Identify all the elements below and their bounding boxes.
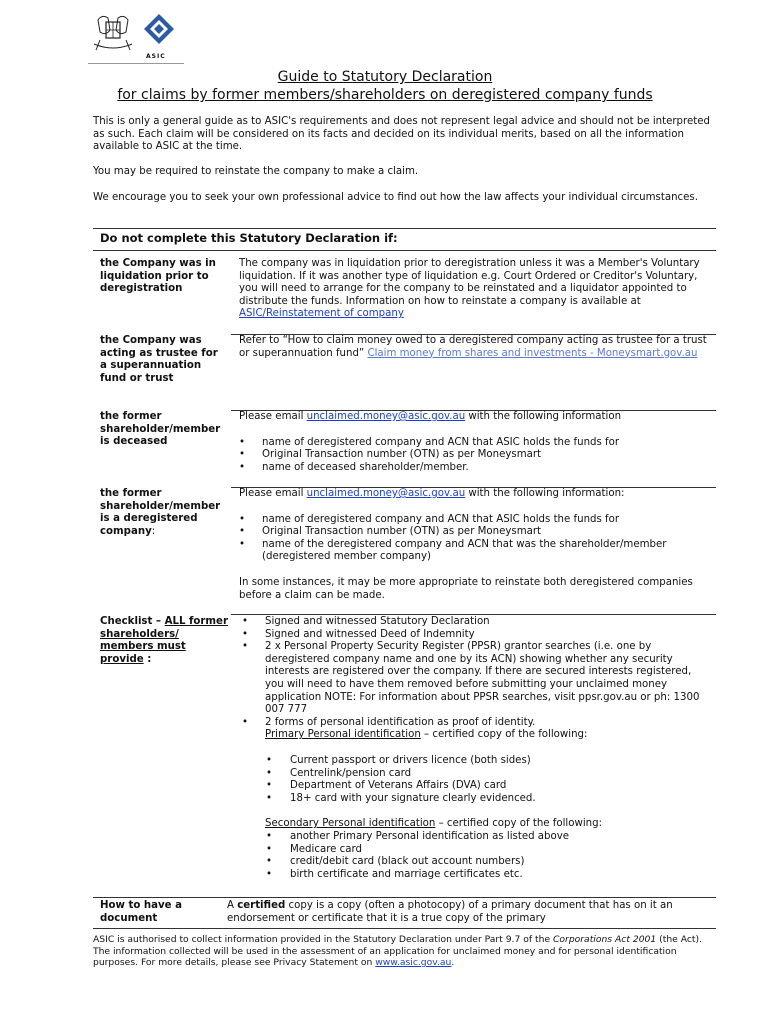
certified-text [227,900,712,925]
email-link[interactable]: unclaimed.money@asic.gov.au [306,411,466,422]
intro-paragraph-3: We encourage you to seek your own professional advice to find out how the law affects your individual circumstances. [93,192,698,203]
footer-text-b: (the Act). The information collected will be used in the assessment of an application for unclaimed money and for personal identification purposes. For more details, please see Privacy Statement on [93,934,703,968]
primary-id-suffix: – certified copy of the following: [420,729,588,741]
reinstatement-link[interactable]: ASIC/Reinstatement of company [239,308,404,320]
checklist-list [242,616,702,729]
list-item: • credit/debit card (black out account numbers) [266,856,702,869]
list-item: • 18+ card with your signature clearly evidenced. [266,793,702,806]
primary-id-heading [242,729,702,742]
checklist-bottom-rule [93,897,716,898]
secondary-id-heading [242,818,702,831]
list-item: • Signed and witnessed Deed of Indemnity [242,629,702,642]
row-text-liquidation [239,258,715,321]
checklist-label [100,616,228,666]
deceased-info-list [239,437,715,475]
row-text-trustee [239,335,715,360]
list-item: • Original Transaction number (OTN) as per Moneysmart [239,526,715,539]
moneysmart-link[interactable]: Claim money from shares and investments - Moneysmart.gov.au [367,347,698,359]
secondary-id-suffix: – certified copy of the following: [435,818,603,830]
certified-bold-word: certified [237,900,286,911]
list-item: • birth certificate and marriage certificates etc. [266,869,702,882]
list-item: • Signed and witnessed Statutory Declaration [242,616,702,629]
dereg-info-list [239,514,715,564]
list-item: • name of deregistered company and ACN that ASIC holds the funds for [239,514,715,527]
section-title: Do not complete this Statutory Declaration if: [100,231,398,245]
list-item: • Current passport or drivers licence (both sides) [266,755,702,768]
certified-label: How to have a document [100,900,182,924]
footer-act-name: Corporations Act 2001 [553,934,657,945]
email-intro: Please email [239,411,307,422]
row-label-dereg-company [100,488,228,538]
list-item: • another Primary Personal identification as listed above [266,831,702,844]
checklist-label-suffix: : [143,653,152,665]
row-label-dereg-company-text: the former shareholder/member is a deregistered company [100,488,221,537]
list-item: • Medicare card [266,844,702,857]
footer-text-a: ASIC is authorised to collect information provided in the Statutory Declaration under Part 9.7 of the [93,934,554,945]
checklist-label-underlined: ALL former shareholders/ members must provide [100,616,228,665]
email-suffix: with the following information: [465,488,625,499]
list-item: • 2 x Personal Property Security Register (PPSR) grantor searches (i.e. one by deregistered company name and one by its ACN) showing whether any security interests are registered over the company. If there are secured interests registered, you will need to have them removed before submitting your unclaimed money application NOTE: For information about PPSR searches, visit ppsr.gov.au or ph: 1300 007 777 [242,641,702,717]
secondary-id-list [266,831,702,881]
list-item: • name of the deregistered company and ACN that was the shareholder/member (deregistered member company) [239,539,715,564]
coat-of-arms-icon [88,12,138,56]
section-top-rule [93,228,716,229]
intro-paragraph-2: You may be required to reinstate the company to make a claim. [93,166,419,177]
list-item: • Original Transaction number (OTN) as per Moneysmart [239,449,715,462]
privacy-footer [93,934,713,969]
reinstate-note: In some instances, it may be more appropriate to reinstate both deregistered companies before a claim can be made. [239,576,693,601]
checklist-label-prefix: Checklist – [100,616,165,627]
row-label-deceased: the former shareholder/member is deceased [100,411,221,448]
list-item: • name of deceased shareholder/member. [239,462,715,475]
logo-caption-line [88,63,184,67]
row-divider [231,614,716,615]
certified-text-prefix: A [227,900,238,911]
row-label-trustee: the Company was acting as trustee for a superannuation fund or trust [100,335,218,384]
row-text-dereg-company [239,488,715,602]
list-item: • 2 forms of personal identification as proof of identity. [242,717,702,730]
footer-rule [93,928,716,929]
checklist-content [242,616,702,881]
asic-website-link[interactable]: www.asic.gov.au [375,957,452,968]
page-subtitle: for claims by former members/shareholders on deregistered company funds [117,87,653,103]
footer-text-c: . [451,957,455,968]
page-title: Guide to Statutory Declaration [277,69,493,85]
certified-text-body: copy is a copy (often a photocopy) of a primary document that has on it an endorsement or certificate that it is a true copy of the primary [227,900,673,924]
secondary-id-title: Secondary Personal identification [265,818,436,830]
primary-id-title: Primary Personal identification [265,729,421,741]
row-text-deceased [239,411,715,474]
email-suffix: with the following information [465,411,622,422]
intro-paragraph-1: This is only a general guide as to ASIC's requirements and does not represent legal advice and should not be interpreted as such. Each claim will be considered on its facts and decided on its individual merits, based on all the information available to ASIC at the time. [93,116,710,153]
email-intro: Please email [239,488,307,499]
row-text-trustee-body: Refer to “How to claim money owed to a deregistered company acting as trustee for a trust or superannuation fund” [239,335,707,359]
email-link[interactable]: unclaimed.money@asic.gov.au [306,488,466,499]
row-text-liquidation-body: The company was in liquidation prior to deregistration unless it was a Member's Voluntary liquidation. If it was another type of liquidation e.g. Court Ordered or Creditor's Voluntary, you will need to arrange for the company to be reinstated and a liquidator appointed to distribute the funds. Information on how to reinstate a company is available at [239,258,700,307]
primary-id-list [266,755,702,805]
list-item: • Department of Veterans Affairs (DVA) card [266,780,702,793]
asic-logo-icon [142,12,176,52]
row-label-liquidation: the Company was in liquidation prior to deregistration [100,258,216,295]
row-label-colon: : [151,525,156,537]
asic-wordmark: ASIC [146,53,166,60]
list-item: • Centrelink/pension card [266,768,702,781]
section-header-rule [93,250,716,251]
list-item: • name of deregistered company and ACN that ASIC holds the funds for [239,437,715,450]
logo-area [88,12,188,64]
